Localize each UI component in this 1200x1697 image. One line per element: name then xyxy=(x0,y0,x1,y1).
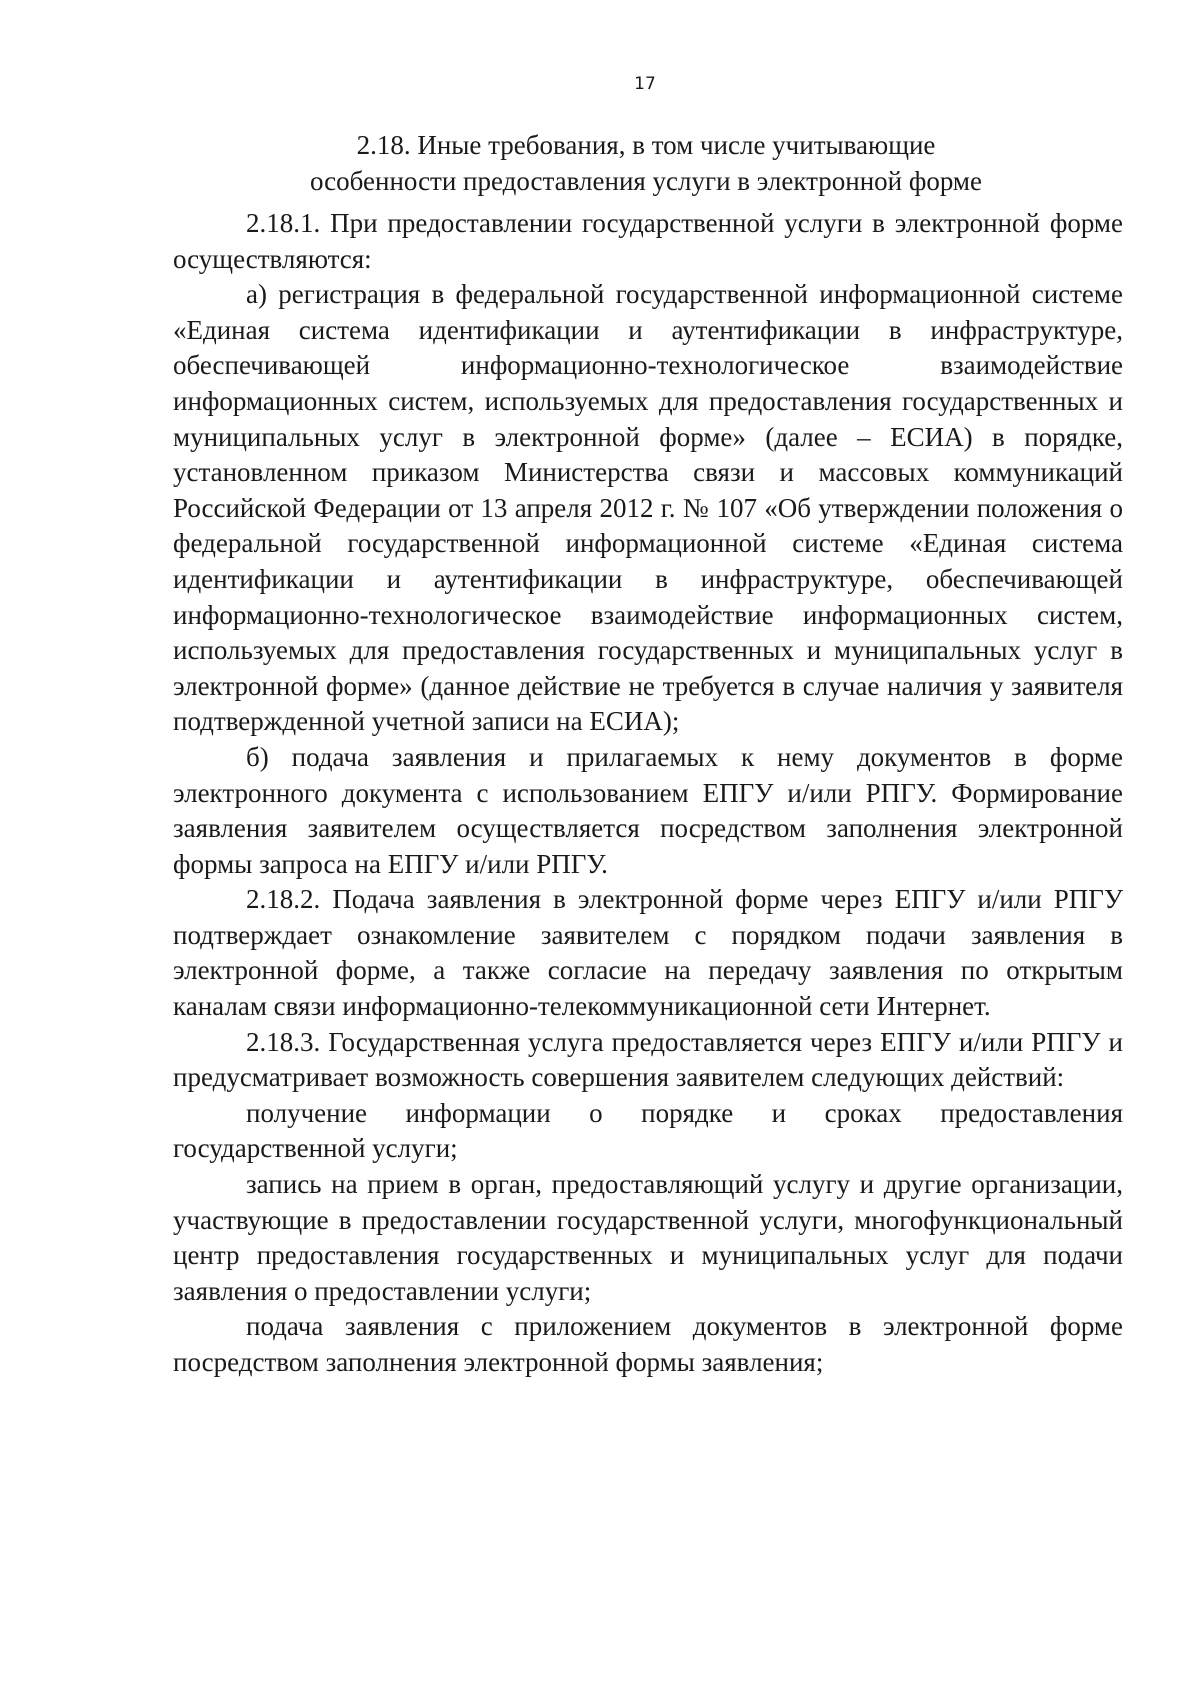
section-title-line-1: 2.18. Иные требования, в том числе учитывающие xyxy=(356,130,936,160)
paragraph-item-b: б) подача заявления и прилагаемых к нему документов в форме электронного документа с использованием ЕПГУ и/или РПГУ. Формирование заявления заявителем осуществляется посредством заполнения электронной формы запроса на ЕПГУ и/или РПГУ. xyxy=(173,741,1123,879)
paragraph-2-18-3: 2.18.3. Государственная услуга предоставляется через ЕПГУ и/или РПГУ и предусматривает возможность совершения заявителем следующих действий: xyxy=(173,1026,1123,1093)
paragraph-action-appointment: запись на прием в орган, предоставляющий услугу и другие организации, участвующие в предоставлении государственной услуги, многофункциональный центр предоставления государственных и муниципальных услуг для подачи заявления о предоставлении услуги; xyxy=(173,1169,1123,1306)
paragraph-2-18-1: 2.18.1. При предоставлении государственной услуги в электронной форме осуществляются: xyxy=(173,208,1123,274)
paragraph-action-info: получение информации о порядке и сроках предоставления государственной услуги; xyxy=(173,1097,1123,1164)
paragraph-2-18-2: 2.18.2. Подача заявления в электронной форме через ЕПГУ и/или РПГУ подтверждает ознакомление заявителем с порядком подачи заявления в электронной форме, а также согласие на передачу заявления по открытым каналам связи информационно-телекоммуникационной сети Интернет. xyxy=(173,884,1123,1022)
paragraph-item-a: а) регистрация в федеральной государственной информационной системе «Единая система идентификации и аутентификации в инфраструктуре, обеспечивающей информационно-технологическое взаимодействие информационных систем, используемых для предоставления государственных и муниципальных услуг в электронной форме» (далее – ЕСИА) в порядке, установленном приказом Министерства связи и массовых коммуникаций Российской Федерации от 13 апреля 2012 г. № 107 «Об утверждении положения о федеральной государственной информационной системе «Единая система идентификации и аутентификации в инфраструктуре, обеспечивающей информационно-технологическое взаимодействие информационных систем, используемых для предоставления государственных и муниципальных услуг в электронной форме» (данное действие не требуется в случае наличия у заявителя подтвержденной учетной записи на ЕСИА); xyxy=(173,279,1123,737)
document-body xyxy=(173,206,1123,1381)
section-title xyxy=(170,127,1122,199)
section-title-line-2: особенности предоставления услуги в электронной форме xyxy=(309,166,982,196)
page-number: 17 xyxy=(634,74,656,94)
paragraph-action-submission: подача заявления с приложением документов в электронной форме посредством заполнения электронной формы заявления; xyxy=(173,1311,1123,1377)
